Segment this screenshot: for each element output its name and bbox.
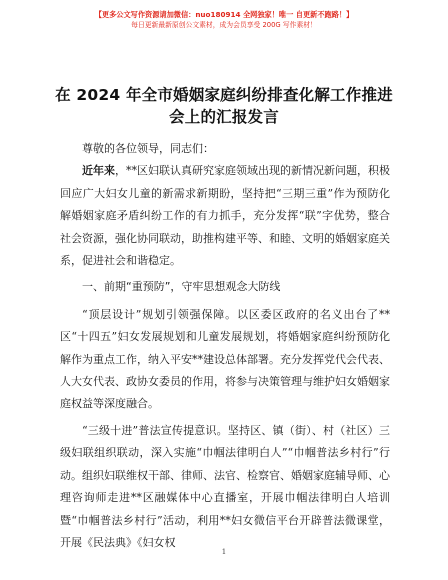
paragraph-2: [60, 420, 390, 554]
intro-paragraph: [60, 160, 390, 272]
page-number: 1: [221, 548, 227, 556]
title-line-2: 会上的汇报发言: [169, 108, 279, 126]
paragraph-1: [60, 304, 390, 416]
promo-banner-line2: 每日更新最新原创公文素材，成为会员享受 200G 写作素材！: [131, 21, 317, 29]
section-heading-1: 一、前期“重预防”，守牢思想观念大防线: [82, 280, 281, 294]
promo-banner-line1: 【更多公文写作资源请加微信：nuo180914 全网独家！唯一 自更新不跑路！】: [94, 10, 354, 19]
intro-text: ，**区妇联认真研究家庭领域出现的新情况新问题，积极回应广大妇女儿童的新需求新期盼，坚持把“三期三重”作为预防化解婚姻家庭矛盾纠纷工作的有力抓手，充分发挥“联”字优势，整合社会资源，强化协同联动，助推构建平等、和睦、文明的婚姻家庭关系，促进社会和谐稳定。: [60, 164, 390, 268]
salutation: 尊敬的各位领导，同志们：: [82, 142, 214, 155]
document-title: [40, 84, 408, 128]
intro-lead: 近年来: [82, 164, 115, 178]
promo-banner: [0, 10, 448, 30]
paragraph-2-lead: “三级十进”普法宣传提意识。: [82, 423, 228, 437]
paragraph-1-lead: “顶层设计”规划引领强保障。: [82, 307, 237, 321]
document-body: [60, 138, 390, 558]
paragraph-2-text: 坚持区、镇（街）、村（社区）三级妇联组织联动，深入实施“巾帼法律明白人”“巾帼普法乡村行”行动。组织妇联维权干部、律师、法官、检察官、婚姻家庭辅导师、心理咨询师走进**区融媒体中心直播室，开展巾帼法律明白人培训暨“巾帼普法乡村行”活动，利用**妇女微信平台开辟普法微课堂，开展《民法典》《妇女权: [60, 423, 390, 549]
title-line-1: 在 2024 年全市婚姻家庭纠纷排查化解工作推进: [55, 86, 393, 104]
paragraph-1-text: 以区委区政府的名义出台了**区“十四五”妇女发展规划和儿童发展规划，将婚姻家庭纠纷预防化解作为重点工作，纳入平安**建设总体部署。充分发挥党代会代表、人大女代表、政协女委员的作用，将参与决策管理与维护妇女婚姻家庭权益等深度融合。: [60, 307, 391, 411]
